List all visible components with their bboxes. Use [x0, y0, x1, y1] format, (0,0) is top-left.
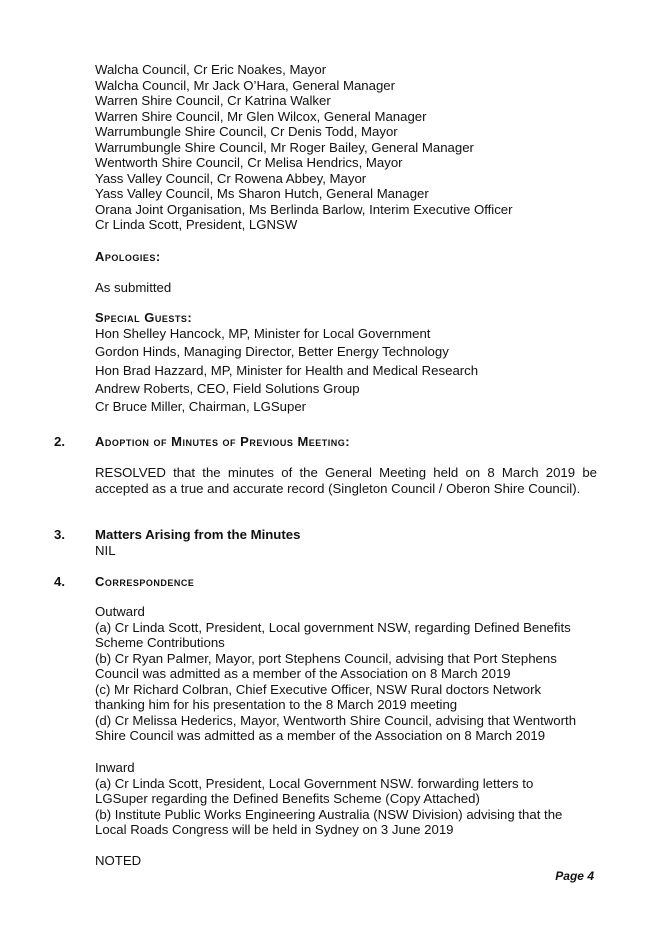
section-2-heading-block [95, 434, 605, 450]
apologies-heading: Apologies: [95, 249, 161, 264]
special-guest-item: Gordon Hinds, Managing Director, Better Energy Technology [95, 344, 449, 360]
special-guests-list [95, 325, 605, 416]
inward-correspondence [95, 760, 605, 838]
special-guests-heading-block [95, 310, 605, 326]
special-guest-item: Hon Brad Hazzard, MP, Minister for Health and Medical Research [95, 362, 479, 378]
section-2-heading: Adoption of Minutes of Previous Meeting: [95, 434, 351, 449]
attendee-line: Walcha Council, Cr Eric Noakes, Mayor [95, 62, 327, 77]
outward-line: (c) Mr Richard Colbran, Chief Executive Officer, NSW Rural doctors Network [95, 681, 542, 697]
attendee-line: Cr Linda Scott, President, LGNSW [95, 217, 298, 232]
section-4-heading: Correspondence [95, 574, 195, 589]
section-4-heading-block [95, 574, 605, 590]
section-3-heading: Matters Arising from the Minutes [95, 527, 301, 542]
attendee-line: Orana Joint Organisation, Ms Berlinda Barlow, Interim Executive Officer [95, 201, 513, 217]
apologies-text: As submitted [95, 280, 172, 295]
inward-label: Inward [95, 760, 135, 775]
section-2-number: 2. [54, 434, 65, 449]
outward-line: (d) Cr Melissa Hederics, Mayor, Wentworth Shire Council, advising that Wentworth [95, 712, 577, 728]
section-3-text: NIL [95, 542, 116, 558]
inward-line: LGSuper regarding the Defined Benefits Scheme (Copy Attached) [95, 791, 480, 806]
noted-text: NOTED [95, 853, 142, 868]
inward-line: Local Roads Congress will be held in Sydney on 3 June 2019 [95, 822, 454, 837]
inward-line: (b) Institute Public Works Engineering Australia (NSW Division) advising that the [95, 806, 563, 822]
outward-line: thanking him for his presentation to the 8 March 2019 meeting [95, 697, 458, 712]
attendee-line: Walcha Council, Mr Jack O’Hara, General Manager [95, 77, 396, 93]
special-guests-heading: Special Guests: [95, 310, 193, 325]
attendee-line: Yass Valley Council, Ms Sharon Hutch, General Manager [95, 186, 429, 201]
outward-line: Scheme Contributions [95, 635, 225, 650]
apologies-heading-block [95, 249, 605, 265]
outward-line: Shire Council was admitted as a member of the Association on 8 March 2019 [95, 728, 546, 743]
page-number: Page 4 [555, 869, 594, 883]
attendee-line: Warren Shire Council, Mr Glen Wilcox, General Manager [95, 108, 427, 124]
attendee-list [95, 62, 605, 233]
outward-line: Council was admitted as a member of the Association on 8 March 2019 [95, 666, 511, 681]
outward-correspondence [95, 604, 605, 744]
attendee-line: Warrumbungle Shire Council, Cr Denis Todd, Mayor [95, 124, 398, 139]
attendee-line: Warrumbungle Shire Council, Mr Roger Bailey, General Manager [95, 139, 474, 155]
special-guest-item: Andrew Roberts, CEO, Field Solutions Group [95, 380, 360, 396]
section-3-number: 3. [54, 527, 65, 542]
inward-line: (a) Cr Linda Scott, President, Local Government NSW. forwarding letters to [95, 775, 534, 791]
outward-line: (a) Cr Linda Scott, President, Local government NSW, regarding Defined Benefits [95, 619, 571, 635]
section-4-number: 4. [54, 574, 65, 589]
section-3-block [95, 527, 605, 558]
attendee-line: Wentworth Shire Council, Cr Melisa Hendrics, Mayor [95, 155, 403, 170]
outward-label: Outward [95, 604, 145, 619]
section-2-resolution: RESOLVED that the minutes of the General Meeting held on 8 March 2019 be accepted as a true and accurate record (Singleton Council / Oberon Shire Council). [95, 465, 597, 496]
special-guest-item: Cr Bruce Miller, Chairman, LGSuper [95, 399, 307, 415]
outward-line: (b) Cr Ryan Palmer, Mayor, port Stephens Council, advising that Port Stephens [95, 650, 557, 666]
noted-block [95, 853, 605, 869]
attendee-line: Yass Valley Council, Cr Rowena Abbey, Mayor [95, 170, 367, 186]
special-guest-item: Hon Shelley Hancock, MP, Minister for Local Government [95, 326, 431, 341]
apologies-text-block [95, 280, 605, 296]
attendee-line: Warren Shire Council, Cr Katrina Walker [95, 93, 331, 108]
